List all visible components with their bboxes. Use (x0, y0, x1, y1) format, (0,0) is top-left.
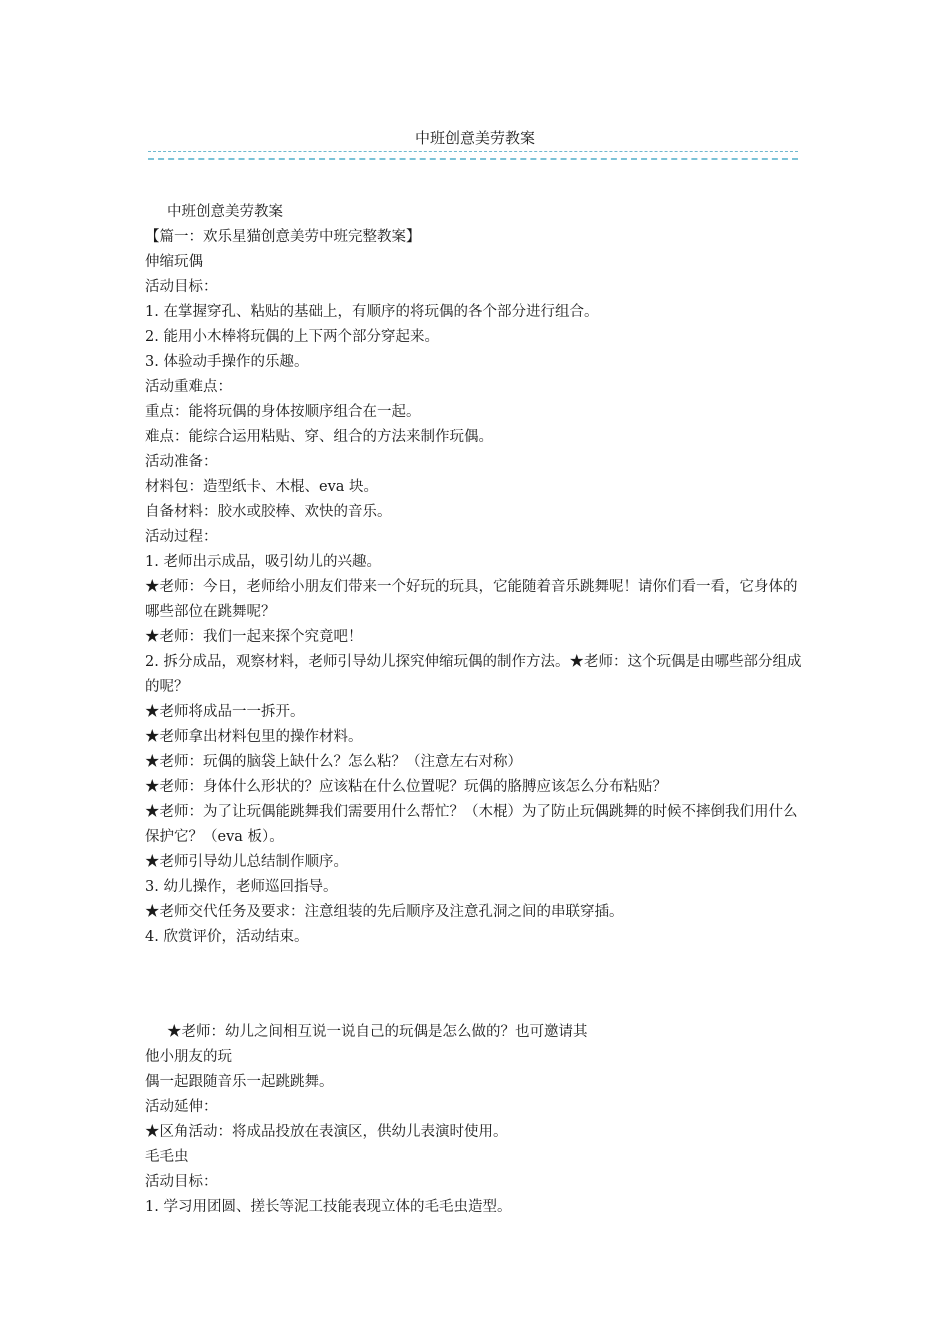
paragraph: ★老师引导幼儿总结制作顺序。 (145, 854, 348, 870)
paragraph: 4. 欣赏评价，活动结束。 (145, 929, 309, 945)
paragraph: 2. 拆分成品，观察材料，老师引导幼儿探究伸缩玩偶的制作方法。★老师：这个玩偶是由哪些部分组成的呢？ (145, 654, 802, 695)
paragraph: ★老师：玩偶的脑袋上缺什么？怎么粘？（注意左右对称） (145, 754, 522, 770)
paragraph: ★老师拿出材料包里的操作材料。 (145, 729, 363, 745)
paragraph: 难点：能综合运用粘贴、穿、组合的方法来制作玩偶。 (145, 429, 493, 445)
paragraph: ★老师交代任务及要求：注意组装的先后顺序及注意孔洞之间的串联穿插。 (145, 904, 624, 920)
paragraph: ★老师：我们一起来探个究竟吧！ (145, 629, 363, 645)
page-title: 中班创意美劳教案 (414, 129, 535, 147)
document-body-section-2 (145, 1020, 807, 1220)
paragraph: ★老师：为了让玩偶能跳舞我们需要用什么帮忙？（木棍）为了防止玩偶跳舞的时候不摔倒我们用什么保护它？（eva 板）。 (145, 804, 798, 845)
activity-title: 毛毛虫 (145, 1149, 189, 1165)
title-divider-secondary (148, 158, 798, 160)
chapter-heading: 【篇一：欢乐星猫创意美劳中班完整教案】 (145, 229, 421, 245)
document-body-section-1 (145, 200, 807, 950)
paragraph: 偶一起跟随音乐一起跳跳舞。 (145, 1074, 334, 1090)
paragraph: ★区角活动：将成品投放在表演区，供幼儿表演时使用。 (145, 1124, 508, 1140)
paragraph: 他小朋友的玩 (145, 1049, 232, 1065)
paragraph: 自备材料：胶水或胶棒、欢快的音乐。 (145, 504, 392, 520)
section-label: 活动目标： (145, 1174, 218, 1190)
paragraph: ★老师：身体什么形状的？应该粘在什么位置呢？玩偶的胳膊应该怎么分布粘贴？ (145, 779, 667, 795)
section-label: 活动准备： (145, 454, 218, 470)
paragraph: 1. 老师出示成品，吸引幼儿的兴趣。 (145, 554, 381, 570)
paragraph: 3. 体验动手操作的乐趣。 (145, 354, 309, 370)
paragraph: 3. 幼儿操作，老师巡回指导。 (145, 879, 338, 895)
paragraph: 材料包：造型纸卡、木棍、eva 块。 (145, 479, 379, 495)
paragraph: ★老师将成品一一拆开。 (145, 704, 305, 720)
paragraph: 1. 在掌握穿孔、粘贴的基础上，有顺序的将玩偶的各个部分进行组合。 (145, 304, 599, 320)
activity-title: 伸缩玩偶 (145, 254, 203, 270)
title-divider (148, 151, 798, 152)
paragraph: ★老师：幼儿之间相互说一说自己的玩偶是怎么做的？也可邀请其 (167, 1024, 588, 1040)
paragraph: 1. 学习用团圆、搓长等泥工技能表现立体的毛毛虫造型。 (145, 1199, 512, 1215)
doc-subtitle: 中班创意美劳教案 (167, 204, 283, 220)
section-label: 活动重难点： (145, 379, 232, 395)
section-label: 活动过程： (145, 529, 218, 545)
section-label: 活动目标： (145, 279, 218, 295)
paragraph: 重点：能将玩偶的身体按顺序组合在一起。 (145, 404, 421, 420)
paragraph: ★老师：今日，老师给小朋友们带来一个好玩的玩具，它能随着音乐跳舞呢！请你们看一看，它身体的哪些部位在跳舞呢？ (145, 579, 798, 620)
section-label: 活动延伸： (145, 1099, 218, 1115)
paragraph: 2. 能用小木棒将玩偶的上下两个部分穿起来。 (145, 329, 439, 345)
